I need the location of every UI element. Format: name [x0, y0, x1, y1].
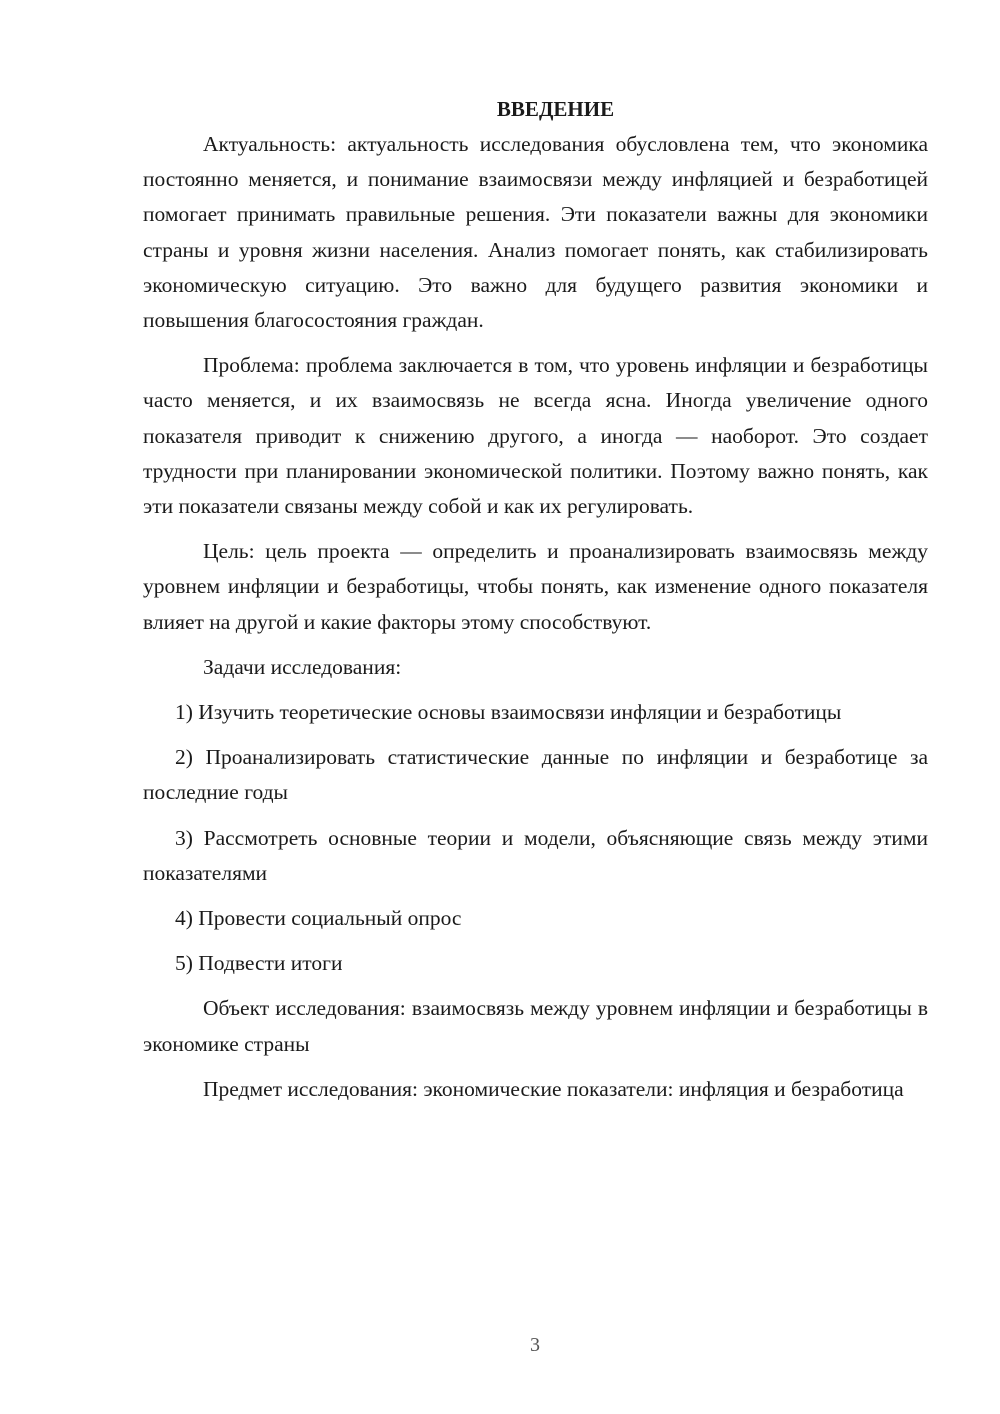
list-item-task-5: 5) Подвести итоги — [175, 951, 343, 976]
list-item-task-1: 1) Изучить теоретические основы взаимосвязи инфляции и безработицы — [175, 700, 842, 725]
page-title: ВВЕДЕНИЕ — [496, 97, 615, 121]
list-item-task-2: 2) Проанализировать статистические данные по инфляции и безработице за последние годы — [143, 745, 928, 805]
paragraph-object: Объект исследования: взаимосвязь между уровнем инфляции и безработицы в экономике страны — [143, 996, 928, 1056]
paragraph-relevance: Актуальность: актуальность исследования обусловлена тем, что экономика постоянно меняется, и понимание взаимосвязи между инфляцией и безработицей помогает принимать правильные решения. Эти показатели важны для экономики страны и уровня жизни населения. Анализ помогает понять, как стабилизировать экономическую ситуацию. Это важно для будущего развития экономики и повышения благосостояния граждан. — [143, 132, 928, 333]
list-item-task-3: 3) Рассмотреть основные теории и модели, объясняющие связь между этими показателями — [143, 825, 928, 885]
paragraph-subject: Предмет исследования: экономические показатели: инфляция и безработица — [203, 1076, 904, 1101]
page-number: 3 — [530, 1334, 540, 1356]
list-item-task-4: 4) Провести социальный опрос — [175, 906, 462, 931]
paragraph-problem: Проблема: проблема заключается в том, что уровень инфляции и безработицы часто меняется, и их взаимосвязь не всегда ясна. Иногда увеличение одного показателя приводит к снижению другого, а иногда — наоборот. Это создает трудности при планировании экономической политики. Поэтому важно понять, как эти показатели связаны между собой и как их регулировать. — [143, 353, 928, 519]
paragraph-tasks-intro: Задачи исследования: — [203, 654, 402, 679]
paragraph-goal: Цель: цель проекта — определить и проанализировать взаимосвязь между уровнем инфляции и безработицы, чтобы понять, как изменение одного показателя влияет на другой и какие факторы этому способствуют. — [143, 539, 928, 634]
document-page — [143, 92, 928, 1107]
